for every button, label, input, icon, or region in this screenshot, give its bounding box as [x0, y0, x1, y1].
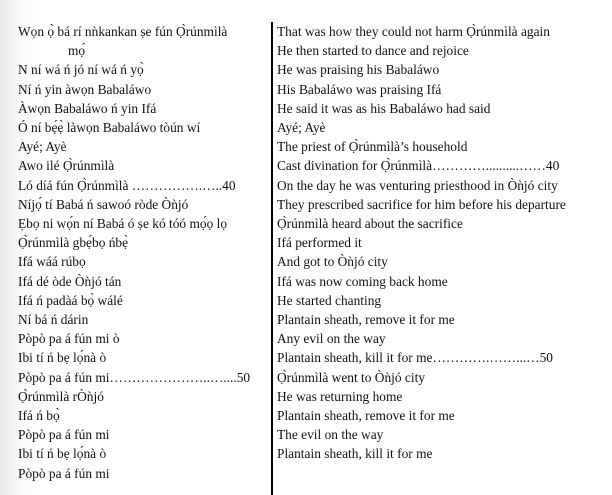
english-line: Plantain sheath, remove it for me	[277, 408, 455, 424]
english-line-numbered: Cast divination for Ọ̀rúnmìlà…………..........……40	[277, 158, 560, 174]
yoruba-line: Àwọn Babaláwo ń yin Ifá	[18, 100, 157, 116]
english-line: The priest of Ọ̀rúnmìlà’s household	[277, 139, 468, 155]
english-line: His Babaláwo was praising Ifá	[277, 81, 442, 97]
english-line: They prescribed sacrifice for him before his departure	[277, 196, 566, 212]
yoruba-line: Ọ̀rúnmìlà rÒǹjó	[18, 388, 104, 404]
column-divider	[271, 22, 273, 495]
yoruba-line: Pòpò pa á fún mi ò	[18, 331, 120, 347]
english-line-numbered: Plantain sheath, kill it for me………….……...…50	[277, 350, 553, 366]
yoruba-line-numbered: Ló díá fún Ọ̀rúnmìlà …………….…..40	[18, 177, 236, 193]
yoruba-line: Wọn ọ̀ bá rí nǹkankan ṣe fún Ọ̀rúnmìlà	[18, 24, 228, 39]
yoruba-line: Ibi tí ń bẹ lọ́nà ò	[18, 446, 107, 462]
yoruba-line: Níjọ́ tí Babá ń sawoó ròde Òǹjó	[18, 196, 189, 212]
yoruba-line: mọ́	[68, 43, 86, 59]
yoruba-line: Pòpò pa á fún mi	[18, 465, 110, 481]
yoruba-line: Ní ń yin àwọn Babaláwo	[18, 81, 152, 97]
yoruba-line: Ifá ń bọ̀	[18, 408, 60, 424]
english-line: He then started to dance and rejoice	[277, 43, 469, 59]
english-line: Plantain sheath, kill it for me	[277, 446, 433, 462]
yoruba-line: Ibi tí ń bẹ lọ́nà ò	[18, 350, 107, 366]
yoruba-line: Ifá dé òde Òǹjó tán	[18, 273, 122, 289]
english-line: Ọ̀rúnmìlà heard about the sacrifice	[277, 216, 463, 232]
english-line: On the day he was venturing priesthood in Òǹjó city	[277, 177, 558, 193]
english-line: He started chanting	[277, 292, 382, 308]
yoruba-line: Awo ilé Ọ̀rúnmìlà	[18, 158, 115, 174]
yoruba-line: Ọ̀rúnmìlà gbẹ́bọ ńbẹ̀	[18, 235, 129, 251]
yoruba-text-column	[18, 22, 270, 483]
yoruba-line: Pòpò pa á fún mi	[18, 427, 110, 443]
english-line: Ifá was now coming back home	[277, 273, 448, 289]
yoruba-line: Ifá wáá rúbọ	[18, 254, 86, 270]
english-line: Plantain sheath, remove it for me	[277, 312, 455, 328]
english-line: Any evil on the way	[277, 331, 386, 347]
yoruba-line: N ní wá ń jó ní wá ń yọ̀	[18, 62, 144, 78]
english-translation-column	[277, 22, 607, 464]
english-line: The evil on the way	[277, 427, 384, 443]
english-line: Ayé; Ayè	[277, 120, 326, 136]
yoruba-line-numbered: Pòpò pa á fún mi…………………..…....50	[18, 369, 251, 385]
yoruba-line: Ẹbọ ni wọ́n ní Babá ó ṣe kó tóó mọ́ọ lọ	[18, 216, 228, 232]
english-line: He was returning home	[277, 388, 403, 404]
english-line: Ifá performed it	[277, 235, 362, 251]
english-line: That was how they could not harm Ọ̀rúnmìlà again	[277, 24, 550, 39]
english-line: Ọ̀rúnmìlà went to Òǹjó city	[277, 369, 426, 385]
english-line: And got to Òǹjó city	[277, 254, 388, 270]
yoruba-line: Ifá ń padàá bọ̀ wálé	[18, 292, 123, 308]
english-line: He said it was as his Babaláwo had said	[277, 100, 491, 116]
yoruba-line: Ní bá ń dárin	[18, 312, 89, 328]
yoruba-line: Ó ní bẹ́ẹ̀ làwọn Babaláwo tòún wí	[18, 120, 201, 136]
yoruba-line: Ayé; Ayè	[18, 139, 67, 155]
english-line: He was praising his Babaláwo	[277, 62, 440, 78]
